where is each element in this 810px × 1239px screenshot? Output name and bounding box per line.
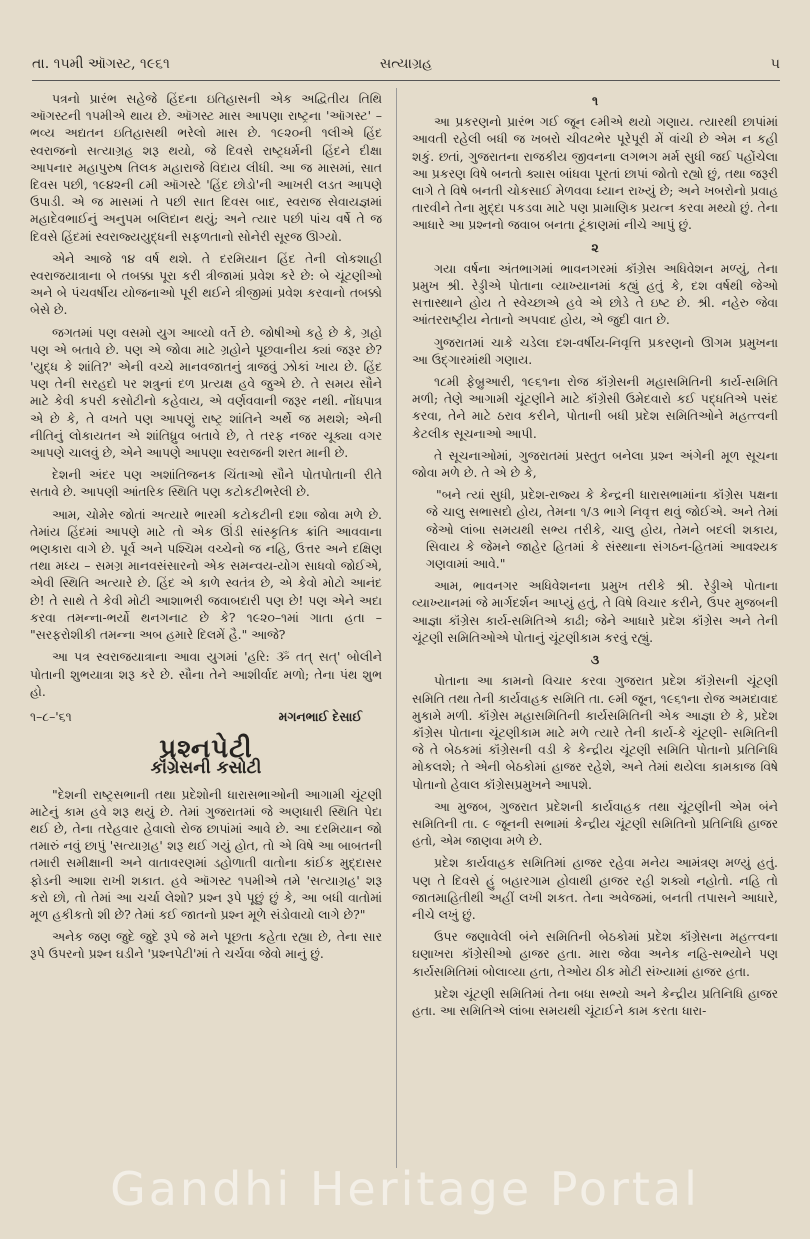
page-number: ૫ xyxy=(770,56,780,72)
answer-paragraph: ૧૮મી ફેબ્રુઆરી, ૧૯૬૧ના રોજ કૉંગ્રેસની મહાસમિતિની કાર્ય-સમિતિ મળી; તેણે આગામી ચૂંટણીને માટે કૉંગ્રેસી ઉમેદવારો કઈ પદ્ધતિએ પસંદ કરવા, તેને માટે ઠરાવ કરીને, પોતાની બધી પ્રદેશ સમિતિઓને મહત્ત્વની કેટલીક સૂચનાઓ આપી. xyxy=(412,374,778,441)
left-column xyxy=(30,90,382,968)
section-number: ૨ xyxy=(591,239,599,255)
answer-paragraph: આ પ્રકરણનો પ્રારંભ ગઈ જૂન ૯મીએ થયો ગણાય. ત્યારથી છાપાંમાં આવતી રહેલી બધી જ ખબરો ચીવટભેર પૂરેપૂરી મેં વાંચી છે એમ ન કહી શકું. છતાં, ગુજરાતના રાજકીય જીવનના લગભગ મર્મ સુધી જઈ પહોંચેલા આ પ્રકરણ વિષે બનતો ક્યાસ બાંધવા પૂરતાં છાપાં જોતો રહ્યો છું, તથા જરૂરી લાગે તે વિષે બનતી ચોકસાઈ મેળવવા ધ્યાન રાખ્યું છે; અને ખબરોનો પ્રવાહ તારવીને તેના મુદ્દા પકડવા માટે પણ પ્રામાણિક પ્રયત્ન કરવા મથ્યો છું. તેના આધારે આ પ્રશ્નનો જવાબ બનતા ટૂંકાણમાં નીચે આપું છું. xyxy=(412,114,778,233)
section-number: ૧ xyxy=(591,93,599,108)
signature-row xyxy=(30,708,382,725)
question-paragraph: અનેક જણ જુદે જુદે રૂપે જે મને પૂછતા કહેતા રહ્યા છે, તેના સાર રૂપે ઉપરનો પ્રશ્ન ઘડીને 'પ્રશ્નપેટી'માં તે ચર્ચવા જેવો માનું છું. xyxy=(30,929,382,962)
editorial-paragraph: એને આજે ૧૪ વર્ષ થશે. તે દરમિયાન હિંદ તેની લોકશાહી સ્વરાજયાત્રાના બે તબક્કા પૂરા કરી ત્રીજામાં પ્રવેશ કરે છે: બે ચૂંટણીઓ અને બે પંચવર્ષીય યોજનાઓ પૂરી થઈને ત્રીજીમાં પ્રવેશ કરવાનો તબક્કો બેસે છે. xyxy=(30,250,382,318)
answer-paragraph: ગુજરાતમાં ચાકે ચડેલા દશ-વર્ષીય-નિવૃત્તિ પ્રકરણનો ઊગમ પ્રમુખના આ ઉદ્ગારમાંથી ગણાય. xyxy=(412,334,778,367)
author-name: મગનભાઈ દેસાઈ xyxy=(278,708,362,724)
page-header xyxy=(32,48,780,78)
issue-date: તા. ૧૫મી ઑગસ્ટ, ૧૯૬૧ xyxy=(32,56,170,72)
editorial-paragraph: જગતમાં પણ વસમો યુગ આવ્યો વર્તે છે. જોષીઓ કહે છે કે, ગ્રહો પણ એ બતાવે છે. પણ એ જોવા માટે ગ્રહોને પૂછવાનીય ક્યાં જરૂર છે? 'યુદ્ધ કે શાંતિ?' એની વચ્ચે માનવજાતનું ત્રાજવું ઝોકાં ખાય છે. હિંદ પણ તેની સરહદો પર શત્રુનાં દળ પ્રત્યક્ષ હવે જુએ છે. તે સમય સૌને માટે કેવી કપરી કસોટીનો કહેવાય, એ વર્ણવવાની જરૂર નથી. નોંધપાત્ર એ છે કે, તે વખતે પણ આપણું રાષ્ટ્ર શાંતિને અર્થે જ મથશે; એની નીતિનું લોકાયતન એ શાંતિધ્રુવ બતાવે છે, તે તરફ નજર ચૂક્યા વગર આપણે ચાલવું છે, એને આપણે આપણા સ્વરાજની શરત માની છે. xyxy=(30,324,382,461)
answer-paragraph: ગયા વર્ષના અંતભાગમાં ભાવનગરમાં કૉંગ્રેસ અધિવેશન મળ્યું, તેના પ્રમુખ શ્રી. રેડ્ડીએ પોતાના વ્યાખ્યાનમાં કહ્યું હતું કે, દશ વર્ષથી જેઓ સત્તાસ્થાને હોય તે સ્વેચ્છાએ હવે એ છોડે તે ઇષ્ટ છે. શ્રી. નહેરુ જેવા આંતરરાષ્ટ્રીય નેતાનો અપવાદ હોય, એ જુદી વાત છે. xyxy=(412,260,778,328)
answer-paragraph: ઉપર જણાવેલી બંને સમિતિની બેઠકોમાં પ્રદેશ કૉંગ્રેસના મહત્ત્વના ઘણાખરા કૉંગ્રેસીઓ હાજર હતા. મારા જેવા અનેક નહિ-સભ્યોને પણ કાર્યસમિતિમાં બોલાવ્યા હતા, તેઓય ઠીક મોટી સંખ્યામાં હાજર હતા. xyxy=(412,929,778,979)
question-paragraph: "દેશની રાષ્ટ્રસભાની તથા પ્રદેશોની ધારાસભાઓની આગામી ચૂંટણી માટેનું કામ હવે શરૂ થયું છે. તેમાં ગુજરાતમાં જે અણધારી સ્થિતિ પેદા થઈ છે, તેના તરેહવાર હેવાલો રોજ છાપાંમાં આવે છે. આ દરમિયાન જો તમારું નવું છાપું 'સત્યાગ્રહ' શરૂ થઈ ગયું હોત, તો એ વિષે આ બાબતની તમારી સમીક્ષાની અને વાતાવરણમાં ડહોળાતી વાતોના કાંઈક મુદ્દાસર ફોડની આશા રાખી શકાત. હવે ઑગસ્ટ ૧૫મીએ તમે 'સત્યાગ્રહ' શરૂ કરો છો, તો તેમાં આ ચર્ચા લેશો? પ્રશ્ન રૂપે પૂછું છું કે, આ બધી વાતોમાં મૂળ હકીકતો શી છે? તેમાં કઈ જાતનો પ્રશ્ન મૂળે સંડોવાયો લાગે છે?" xyxy=(30,786,382,922)
answer-paragraph: આ મુજબ, ગુજરાત પ્રદેશની કાર્યવાહક તથા ચૂંટણીની એમ બંને સમિતિની તા. ૯ જૂનની સભામાં કેન્દ્રીય ચૂંટણી સમિતિનો પ્રતિનિધિ હાજર હતો, એમ જાણવા મળે છે. xyxy=(412,798,778,849)
section-subtitle: કૉંગ્રેસની કસોટી xyxy=(150,758,262,779)
editorial-paragraph: દેશની અંદર પણ અશાંતિજનક ચિંતાઓ સૌને પોતપોતાની રીતે સતાવે છે. આપણી આંતરિક સ્થિતિ પણ કટોકટીભરેલી છે. xyxy=(30,467,382,500)
answer-paragraph: તે સૂચનાઓમાં, ગુજરાતમાં પ્રસ્તુત બનેલા પ્રશ્ન અંગેની મૂળ સૂચના જોવા મળે છે. તે એ છે કે, xyxy=(412,447,778,481)
column-divider xyxy=(396,88,397,1168)
answer-paragraph: પોતાના આ કામનો વિચાર કરવા ગુજરાત પ્રદેશ કૉંગ્રેસની ચૂંટણી સમિતિ તથા તેની કાર્યવાહક સમિતિ તા. ૯મી જૂન, ૧૯૬૧ના રોજ અમદાવાદ મુકામે મળી. કૉંગ્રેસ મહાસમિતિની કાર્યસમિતિની એક આજ્ઞા છે કે, પ્રદેશ કૉંગ્રેસ પોતાના ચૂંટણીકામ માટે મળે ત્યારે તેની કાર્ય-કે ચૂંટણી- સમિતિની જે તે બેઠકમાં કૉંગ્રેસની વડી કે કેન્દ્રીય ચૂંટણી સમિતિ પોતાનો પ્રતિનિધિ મોકલશે; તે એની બેઠકોમાં હાજર રહેશે, અને તેમાં થયેલા કામકાજ વિષે પોતાનો હેવાલ કૉંગ્રેસપ્રમુખને આપશે. xyxy=(412,673,778,792)
editorial-paragraph: આ પત્ર સ્વરાજયાત્રાના આવા યુગમાં 'હરિ: ૐ તત્ સત્' બોલીને પોતાની શુભયાત્રા શરૂ કરે છે. સૌના તેને આશીર્વાદ મળો; તેના પંથ શુભ હો. xyxy=(30,649,382,699)
answer-paragraph: આમ, ભાવનગર અધિવેશનના પ્રમુખ તરીકે શ્રી. રેડ્ડીએ પોતાના વ્યાખ્યાનમાં જે માર્ગદર્શન આપ્યું હતું, તે વિષે વિચાર કરીને, ઉપર મુજબની આજ્ઞા કૉંગ્રેસ કાર્ય-સમિતિએ કાઢી; જેને આધારે પ્રદેશ કૉંગ્રેસ અને તેની ચૂંટણી સમિતિઓએ પોતાનું ચૂંટણીકામ કરવું રહ્યું. xyxy=(412,578,778,645)
section-number: ૩ xyxy=(590,652,600,668)
section-title: પ્રશ્નપેટી xyxy=(159,734,253,765)
editorial-paragraph: પત્રનો પ્રારંભ સહેજે હિંદના ઇતિહાસની એક અદ્વિતીય તિથિ ઑગસ્ટની ૧૫મીએ થાય છે. ઑગસ્ટ માસ આપણા રાષ્ટ્રના 'ઑગસ્ટ' – ભવ્ય અદ્યતન ઇતિહાસથી ભરેલો માસ છે. ૧૯૨૦ની ૧લીએ હિંદ સ્વરાજનો સત્યાગ્રહ શરૂ થયો, જે દિવસે રાષ્ટ્રધર્મની હિંદને દીક્ષા આપનાર મહાપુરુષ તિલક મહારાજે વિદાય લીધી. આ જ માસમાં, સાત દિવસ પછી, ૧૯૪૨ની ૮મી ઑગસ્ટે 'હિંદ છોડો'ની આખરી લડત આપણે ઉપાડી. એ જ માસમાં તે પછી સાત દિવસ બાદ, સ્વરાજ સેવાયજ્ઞમાં મહાદેવભાઈનું અનુપમ બલિદાન થયું; અને ત્યાર પછી પાંચ વર્ષે તે જ દિવસે હિંદમાં સ્વરાજ્યયુદ્ધની સફળતાનો સોનેરી સૂરજ ઊગ્યો. xyxy=(30,91,382,244)
editorial-paragraph: આમ, ચોમેર જોતાં અત્યારે ભારમી કટોકટીની દશા જોવા મળે છે. તેમાંય હિંદમાં આપણે માટે તો એક ઊંડી સાંસ્કૃતિક ક્રાંતિ આવવાના ભણકારા વાગે છે. પૂર્વ અને પશ્ચિમ વચ્ચેનો જ નહિ, ઉત્તર અને દક્ષિણ તથા મધ્ય – સમગ્ર માનવસંસારનો એક સમન્વય-યોગ સાધવો જોઈએ, એવી સ્થિતિ અત્યારે છે. હિંદ એ કાળે સ્વતંત્ર છે, એ કેવો મોટો આનંદ છે! તે સાથે તે કેવી મોટી આશાભરી જવાબદારી પણ છે! પણ એને અદા કરવા તમન્ના-ભર્યો થનગનાટ છે કે? ૧૯૨૦–૧માં ગાતા હતા – "સરફરોશીકી તમન્ના અબ હમારે દિલમેં હૈ." આજે? xyxy=(30,506,382,643)
answer-paragraph: પ્રદેશ ચૂંટણી સમિતિમાં તેના બધા સભ્યો અને કેન્દ્રીય પ્રતિનિધિ હાજર હતા. આ સમિતિએ લાંબા સમયથી ચૂંટાઈને કામ કરતા ધારા- xyxy=(412,985,778,1018)
publication-title: સત્યાગ્રહ xyxy=(379,56,433,72)
block-quote: "બને ત્યાં સુધી, પ્રદેશ-રાજ્ય કે કેન્દ્રની ધારાસભામાંના કૉંગ્રેસ પક્ષના જે ચાલુ સભાસદો હોય, તેમના ૧/૩ ભાગે નિવૃત્ત થવું જોઈએ. અને તેમાં જેઓ લાંબા સમયથી સભ્ય તરીકે, ચાલુ હોય, તેમને બદલી શકાય, સિવાય કે જેમને જાહેર હિતમાં કે સંસ્થાના સંગઠન-હિતમાં આવશ્યક ગણવામાં આવે." xyxy=(426,487,778,572)
sign-date: ૧–૮–'૬૧ xyxy=(30,708,72,724)
answer-paragraph: પ્રદેશ કાર્યવાહક સમિતિમાં હાજર રહેવા મનેય આમંત્રણ મળ્યું હતું. પણ તે દિવસે હું બહારગામ હોવાથી હાજર રહી શક્યો નહોતો. નહિ તો જાતમાહિતીથી અહીં લખી શકત. તેના અવેજમાં, બનતી તપાસને આધારે, નીચે લખું છું. xyxy=(412,855,778,922)
right-column xyxy=(412,90,778,1024)
watermark: Gandhi Heritage Portal xyxy=(110,1162,700,1216)
header-rule xyxy=(32,80,780,81)
